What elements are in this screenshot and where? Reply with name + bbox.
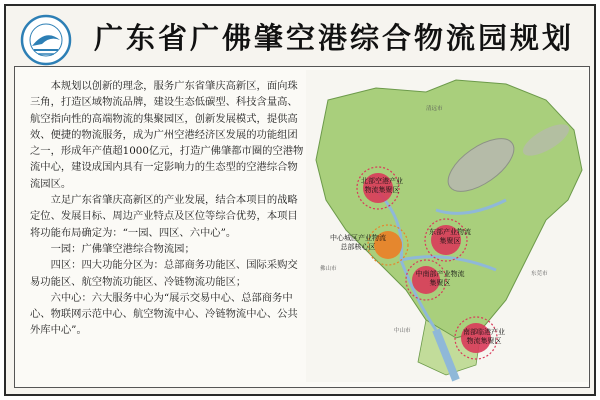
description-text <box>30 78 304 382</box>
place-label-qingyuan: 清远市 <box>426 106 443 112</box>
paragraph-one-park: 一园：广佛肇空港综合物流园； <box>50 242 195 255</box>
zone-label-east-2: 集聚区 <box>439 237 461 245</box>
planning-poster <box>4 4 596 396</box>
paragraph-vision: 本规划以创新的理念，服务广东省肇庆高新区，面向珠三角，打造区域物流品牌，建设生态低碳型、科技含量高、航空指向性的高端物流的集聚园区，创新发展模式，提供高效、便捷的物流服务，成为广州空港经济区发展的功能组团之一，形成年产值超1000亿元，打造广佛肇都市圈的空港物流中心，建设成国内具有一定影响力的生态型的空港综合物流园区。 <box>30 80 304 190</box>
zone-label-east-1: 东部产业物流 <box>429 228 471 236</box>
poster-title: 广东省广佛肇空港综合物流园规划 <box>94 21 575 55</box>
association-logo <box>20 14 72 66</box>
paragraph-layout: 立足广东省肇庆高新区的产业发展，结合本项目的战略定位、发展目标、周边产业特点及区位等综合优势，本项目将功能布局确定为：“一园、四区、六中心”。 <box>30 194 298 239</box>
paragraph-six-centers: 六中心：六大服务中心为“展示交易中心、总部商务中心、物联网示范中心、航空物流中心、冷链物流中心、公共外库中心”。 <box>30 291 298 337</box>
zone-label-central-south-2: 集聚区 <box>429 279 451 287</box>
zone-label-north-2: 物流集聚区 <box>364 186 400 194</box>
regional-map <box>306 70 588 382</box>
zone-label-center-1: 中心城区产业物流 <box>330 234 386 242</box>
zone-label-south-2: 物流集聚区 <box>466 337 502 345</box>
zone-label-north-1: 北部空港产业 <box>361 177 403 185</box>
paragraph-four-zones: 四区：四大功能分区为：总部商务功能区、国际采购交易功能区、航空物流功能区、冷链物流功能区； <box>30 259 298 288</box>
map-canvas <box>306 70 588 382</box>
association-emblem-icon <box>20 14 72 66</box>
place-label-dongguan: 东莞市 <box>531 271 548 277</box>
zone-label-central-south-1: 中南部产业物流 <box>415 270 465 278</box>
zone-label-center-2: 总部核心区 <box>340 243 376 251</box>
place-label-zhongshan: 中山市 <box>394 328 411 334</box>
zone-label-south-1: 南部临港产业 <box>463 328 505 336</box>
place-label-foshan: 佛山市 <box>320 266 337 272</box>
